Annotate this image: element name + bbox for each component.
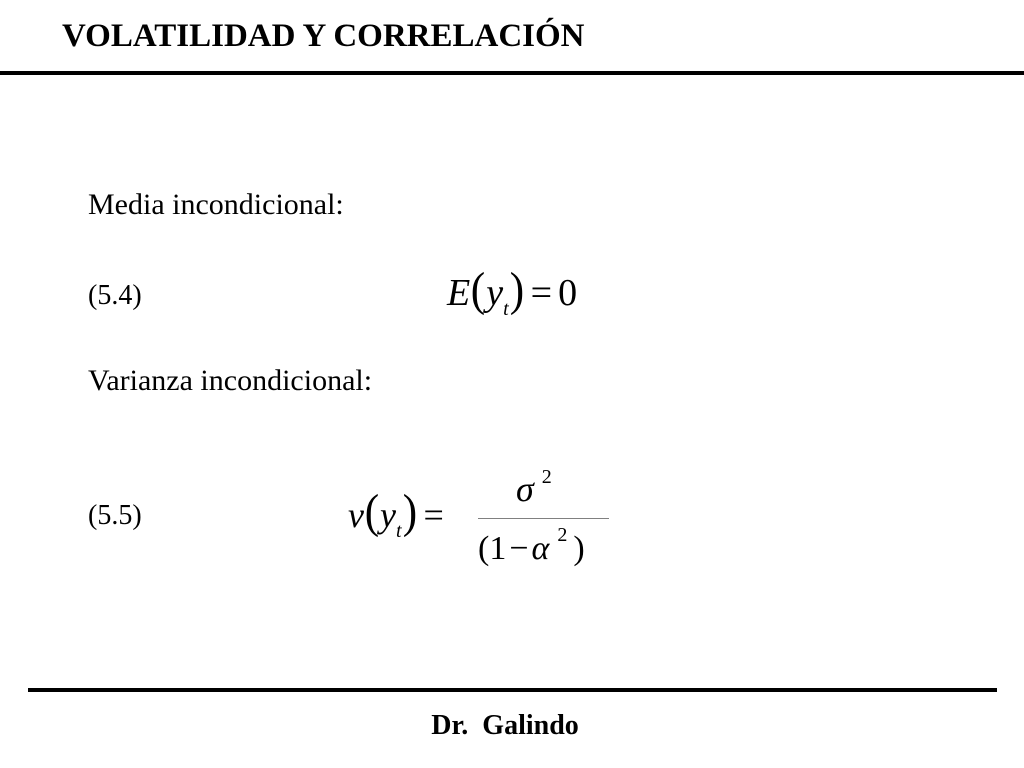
mean-section-label: Media incondicional: — [88, 188, 344, 221]
equation-5-4 — [447, 262, 578, 320]
slide-title: VOLATILIDAD Y CORRELACIÓN — [62, 18, 585, 54]
equation-number-5-5: (5.5) — [88, 500, 142, 531]
fraction-numerator — [516, 468, 552, 510]
variable-y: y — [486, 272, 504, 314]
equals-sign: = — [423, 495, 444, 535]
close-paren: ) — [402, 485, 417, 538]
variable-y: y — [379, 495, 396, 535]
bottom-divider — [28, 688, 997, 692]
expectation-symbol: E — [447, 272, 471, 314]
variance-section-label: Varianza incondicional: — [88, 364, 373, 397]
alpha-symbol: α — [531, 530, 550, 567]
denominator-close: ) — [573, 530, 585, 567]
footer-author: Dr. Galindo — [431, 710, 579, 741]
minus-sign: − — [509, 530, 529, 567]
variance-symbol: v — [348, 495, 364, 535]
denominator-open: (1 — [478, 530, 507, 567]
fraction-bar — [478, 518, 609, 519]
alpha-exponent: 2 — [557, 524, 568, 546]
top-divider — [0, 71, 1024, 75]
sigma-symbol: σ — [516, 469, 534, 509]
open-paren: ( — [364, 485, 380, 538]
sigma-exponent: 2 — [541, 466, 552, 488]
equals-sign: = — [530, 272, 553, 314]
close-paren: ) — [509, 263, 524, 316]
open-paren: ( — [471, 263, 486, 316]
subscript-t: t — [395, 520, 402, 542]
equation-5-5-lhs — [348, 484, 444, 542]
subscript-t: t — [503, 298, 509, 320]
rhs-zero: 0 — [558, 272, 578, 314]
fraction-denominator — [478, 524, 585, 568]
equation-number-5-4: (5.4) — [88, 280, 142, 311]
